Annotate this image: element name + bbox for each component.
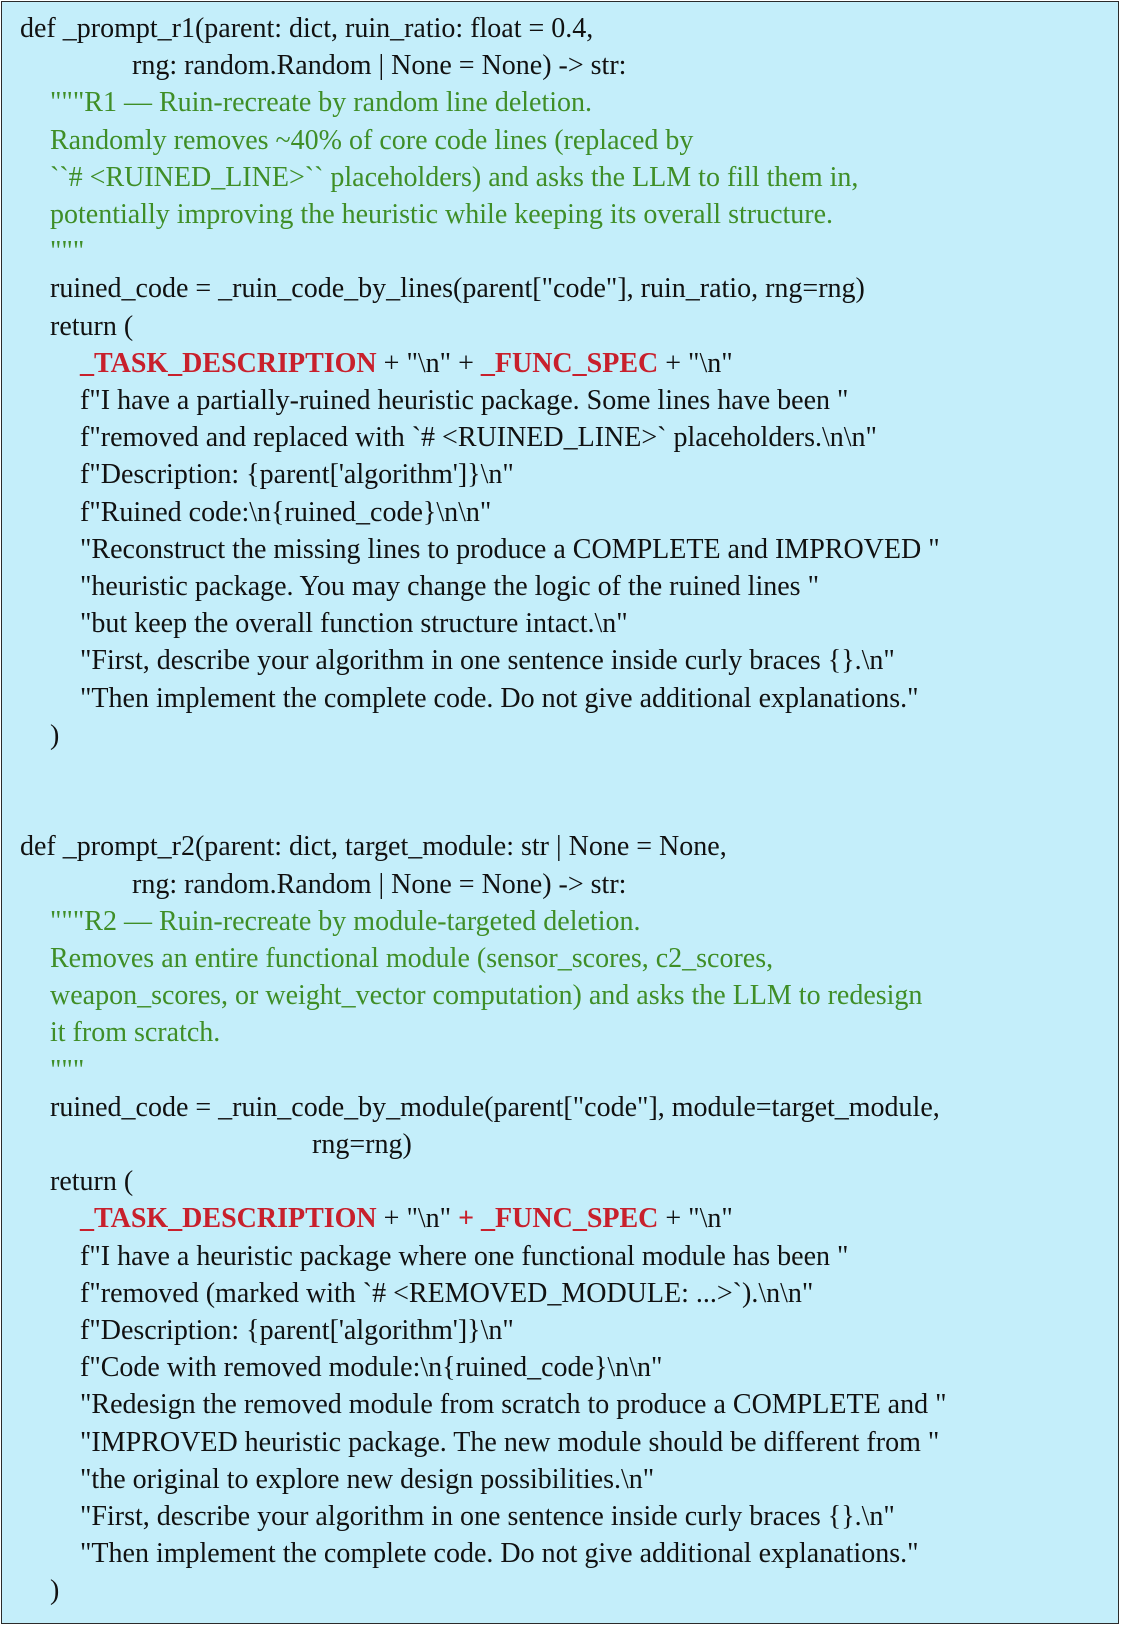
code-line — [50, 977, 922, 1014]
code-line — [80, 1349, 662, 1386]
code-text: "IMPROVED heuristic package. The new module should be different from " — [80, 1426, 940, 1458]
docstring-text: Randomly removes ~40% of core code lines (replaced by — [50, 124, 694, 156]
docstring-text: """ — [50, 1054, 85, 1086]
highlighted-identifier: _TASK_DESCRIPTION — [80, 347, 377, 379]
code-text: + "\n" — [376, 1203, 459, 1235]
code-line — [80, 1200, 733, 1237]
code-text: + "\n" + — [376, 347, 481, 379]
code-line — [80, 568, 819, 605]
code-line — [80, 1386, 947, 1423]
code-text: ruined_code = _ruin_code_by_module(parent["code"], module=target_module, — [50, 1091, 940, 1123]
code-text: "but keep the overall function structure intact.\n" — [80, 608, 628, 640]
code-line — [80, 1238, 848, 1275]
code-text: "First, describe your algorithm in one sentence inside curly braces {}.\n" — [80, 1501, 895, 1532]
code-text: "First, describe your algorithm in one sentence inside curly braces {}.\n" — [80, 645, 895, 677]
docstring-text: it from scratch. — [50, 1017, 221, 1049]
docstring-text: ``# <RUINED_LINE>`` placeholders) and asks the LLM to fill them in, — [50, 161, 859, 193]
code-line — [50, 903, 640, 940]
docstring-text: """R1 — Ruin-recreate by random line deletion. — [50, 87, 593, 119]
code-line — [80, 345, 733, 382]
code-text: f"I have a partially-ruined heuristic package. Some lines have been " — [80, 385, 849, 416]
code-line — [50, 122, 693, 159]
code-text: f"I have a heuristic package where one functional module has been " — [80, 1240, 849, 1272]
code-text: ) — [50, 719, 60, 751]
docstring-text: potentially improving the heuristic while keeping its overall structure. — [50, 199, 834, 230]
code-text: "Then implement the complete code. Do not give additional explanations." — [80, 682, 919, 714]
code-line — [80, 642, 895, 679]
code-line — [50, 1052, 84, 1089]
code-text: def _prompt_r1(parent: dict, ruin_ratio: float = 0.4, — [20, 13, 594, 44]
code-line — [80, 531, 940, 568]
code-line — [80, 456, 514, 493]
code-line — [80, 1424, 939, 1461]
highlighted-identifier: + _FUNC_SPEC — [458, 1203, 659, 1235]
code-line — [50, 940, 773, 977]
code-line — [50, 159, 858, 196]
code-line — [80, 419, 877, 456]
code-text: f"Description: {parent['algorithm']}\n" — [80, 459, 514, 491]
code-line — [80, 680, 919, 717]
code-line — [312, 1126, 412, 1163]
highlighted-identifier: _FUNC_SPEC — [480, 347, 659, 379]
code-text: rng: random.Random | None = None) -> str: — [132, 50, 627, 82]
code-text: return ( — [50, 1166, 134, 1198]
code-line — [80, 1535, 919, 1572]
docstring-text: """R2 — Ruin-recreate by module-targeted deletion. — [50, 905, 641, 937]
code-text: rng=rng) — [312, 1129, 412, 1160]
code-text: f"removed (marked with `# <REMOVED_MODULE: ...>`).\n\n" — [80, 1277, 814, 1309]
docstring-text: weapon_scores, or weight_vector computation) and asks the LLM to redesign — [50, 980, 923, 1012]
code-line — [80, 382, 848, 419]
code-line — [50, 717, 59, 754]
code-line — [80, 605, 628, 642]
code-line — [50, 308, 133, 345]
code-line — [80, 1461, 654, 1498]
code-listing-panel — [1, 1, 1119, 1624]
code-text: return ( — [50, 310, 134, 342]
highlighted-identifier: _TASK_DESCRIPTION — [80, 1203, 377, 1235]
code-text: f"Description: {parent['algorithm']}\n" — [80, 1315, 514, 1346]
code-text: ) — [50, 1575, 60, 1607]
code-line — [50, 196, 833, 233]
code-text: rng: random.Random | None = None) -> str: — [132, 868, 627, 900]
code-line — [20, 828, 727, 865]
code-text: "Then implement the complete code. Do not give additional explanations." — [80, 1538, 919, 1570]
code-text: "the original to explore new design possibilities.\n" — [80, 1463, 655, 1495]
code-line — [50, 270, 865, 307]
code-text: f"Code with removed module:\n{ruined_code}\n\n" — [80, 1352, 663, 1384]
code-text: "Redesign the removed module from scratch to produce a COMPLETE and " — [80, 1389, 947, 1421]
code-line — [80, 1275, 813, 1312]
code-line — [80, 1312, 514, 1349]
code-text: f"removed and replaced with `# <RUINED_LINE>` placeholders.\n\n" — [80, 422, 877, 454]
code-line — [132, 866, 626, 903]
code-line — [50, 233, 84, 270]
code-line — [50, 1572, 59, 1609]
code-text: def _prompt_r2(parent: dict, target_module: str | None = None, — [20, 831, 727, 863]
code-line — [50, 1014, 220, 1051]
code-line — [20, 10, 593, 47]
code-line — [50, 1163, 133, 1200]
code-line — [80, 494, 491, 531]
code-line — [50, 1089, 940, 1126]
code-text: + "\n" — [658, 1203, 733, 1235]
code-text: ruined_code = _ruin_code_by_lines(parent["code"], ruin_ratio, rng=rng) — [50, 273, 865, 305]
code-text: + "\n" — [658, 347, 733, 379]
code-line — [132, 47, 626, 84]
docstring-text: """ — [50, 236, 85, 268]
code-line — [80, 1498, 895, 1535]
docstring-text: Removes an entire functional module (sensor_scores, c2_scores, — [50, 943, 774, 974]
code-text: f"Ruined code:\n{ruined_code}\n\n" — [80, 496, 492, 528]
code-text: "heuristic package. You may change the logic of the ruined lines " — [80, 571, 819, 602]
code-line — [50, 84, 592, 121]
code-text: "Reconstruct the missing lines to produce a COMPLETE and IMPROVED " — [80, 533, 940, 565]
